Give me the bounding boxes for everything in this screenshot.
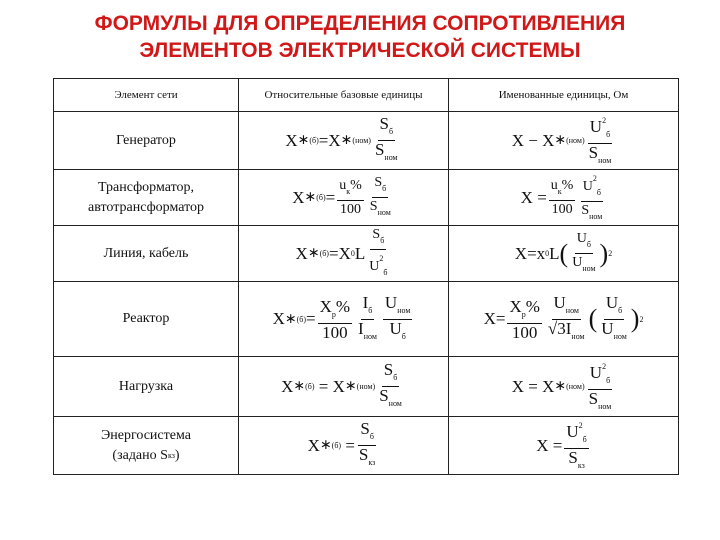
header-relative-units: Относительные базовые единицы [239, 79, 449, 112]
formula-reactor-relative: X ∗ (б) = $X_р\%$ 100 $I_б$ $I_{ном}$ $U_{ном}$ $U_б$ [239, 282, 449, 357]
formula-transformer-relative: X ∗ (б) = $u_к\%$ 100 $S_б$ $S_{ном}$ [239, 170, 449, 226]
formula-table [53, 78, 679, 475]
formula-line-named: X = x 0 L ( $U_б$ $U_{ном}$ ) 2 [449, 226, 679, 282]
table-row [54, 417, 679, 475]
title-line-2: ЭЛЕМЕНТОВ ЭЛЕКТРИЧЕСКОЙ СИСТЕМЫ [139, 39, 581, 62]
table-row [54, 357, 679, 417]
formula-load-named: X = X ∗ (ном) $U^2_б$ $S_{ном}$ [449, 357, 679, 417]
formula-reactor-named: X = $X_р\%$ 100 $U_{ном}$ $√3I_{ном}$ ( $U_б$ $U_{ном}$ ) 2 [449, 282, 679, 357]
row-element-generator: Генератор [54, 112, 239, 170]
formula-power-system-relative: X ∗ (б) = $S_б$ $S_{кз}$ [239, 417, 449, 475]
table-row [54, 226, 679, 282]
row-element-reactor: Реактор [54, 282, 239, 357]
table-row [54, 112, 679, 170]
formula-power-system-named: X = $U^2_б$ $S_{кз}$ [449, 417, 679, 475]
formula-line-relative: X ∗ (б) = X 0 L $S_б$ $U^2_б$ [239, 226, 449, 282]
formula-generator-relative: X ∗ (б) = X ∗ (ном) $S_б$ $S_{ном}$ [239, 112, 449, 170]
title-line-1: ФОРМУЛЫ ДЛЯ ОПРЕДЕЛЕНИЯ СОПРОТИВЛЕНИЯ [94, 12, 626, 35]
formula-transformer-named: X = $u_к\%$ 100 $U^2_б$ $S_{ном}$ [449, 170, 679, 226]
row-element-load: Нагрузка [54, 357, 239, 417]
slide-title [0, 10, 720, 64]
formula-generator-named: X − X ∗ (ном) $U^2_б$ $S_{ном}$ [449, 112, 679, 170]
header-named-units: Именованные единицы, Ом [449, 79, 679, 112]
table-row [54, 170, 679, 226]
row-element-transformer: Трансформатор, автотрансформатор [54, 170, 239, 226]
row-element-power-system: Энергосистема (задано S кз ) [54, 417, 239, 475]
header-element: Элемент сети [54, 79, 239, 112]
formula-load-relative: X ∗ (б) = X ∗ (ном) $S_б$ $S_{ном}$ [239, 357, 449, 417]
row-element-line: Линия, кабель [54, 226, 239, 282]
table-row [54, 282, 679, 357]
table-header-row [54, 79, 679, 112]
